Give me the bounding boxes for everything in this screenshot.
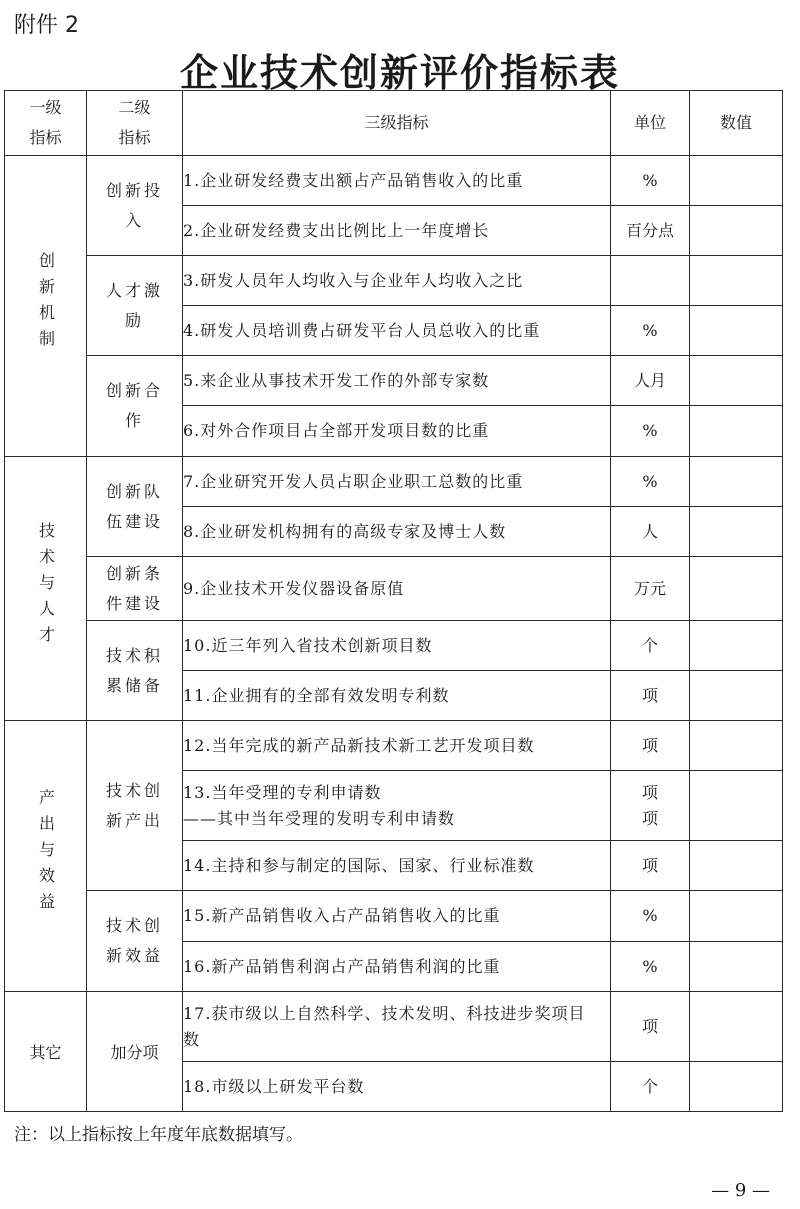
indicator-unit: % xyxy=(611,406,690,457)
indicator-subunit: 项 xyxy=(641,808,658,828)
table-row xyxy=(5,621,783,671)
subgroup-cell: 人才激励 xyxy=(87,256,183,356)
subgroup-cell: 技术创新产出 xyxy=(87,721,183,891)
indicator-unit: 个 xyxy=(611,1062,690,1112)
table-row xyxy=(5,156,783,206)
value-cell[interactable] xyxy=(690,771,783,841)
indicator-unit: 人月 xyxy=(611,356,690,406)
indicator-text: 8.企业研发机构拥有的高级专家及博士人数 xyxy=(183,507,611,557)
indicator-text: 1.企业研发经费支出额占产品销售收入的比重 xyxy=(183,156,611,206)
indicator-text: 12.当年完成的新产品新技术新工艺开发项目数 xyxy=(183,721,611,771)
indicator-subtext: ——其中当年受理的发明专利申请数 xyxy=(183,808,456,828)
value-cell[interactable] xyxy=(690,992,783,1062)
indicator-unit: % xyxy=(611,306,690,356)
value-cell[interactable] xyxy=(690,557,783,621)
group-cell: 其它 xyxy=(5,992,87,1112)
indicator-unit: 项 xyxy=(611,841,690,891)
value-cell[interactable] xyxy=(690,356,783,406)
indicator-table xyxy=(4,90,783,1112)
subgroup-cell: 创新合作 xyxy=(87,356,183,457)
value-cell[interactable] xyxy=(690,891,783,942)
footnote: 注：以上指标按上年度年底数据填写。 xyxy=(14,1125,303,1145)
value-cell[interactable] xyxy=(690,507,783,557)
header-level2: 二级 指标 xyxy=(87,91,183,156)
indicator-unit: 百分点 xyxy=(611,206,690,256)
header-unit: 单位 xyxy=(611,91,690,156)
indicator-unit: % xyxy=(611,942,690,992)
indicator-unit: 项 xyxy=(611,721,690,771)
value-cell[interactable] xyxy=(690,156,783,206)
page-number: — 9 — xyxy=(711,1180,770,1201)
group-cell: 产出与效益 xyxy=(5,721,87,992)
indicator-text: 14.主持和参与制定的国际、国家、行业标准数 xyxy=(183,841,611,891)
value-cell[interactable] xyxy=(690,721,783,771)
value-cell[interactable] xyxy=(690,306,783,356)
indicator-text: 3.研发人员年人均收入与企业年人均收入之比 xyxy=(183,256,611,306)
indicator-text: 7.企业研究开发人员占职企业职工总数的比重 xyxy=(183,457,611,507)
indicator-main-unit: 项 xyxy=(641,782,658,802)
header-value: 数值 xyxy=(690,91,783,156)
indicator-text: 15.新产品销售收入占产品销售收入的比重 xyxy=(183,891,611,942)
indicator-text: 18.市级以上研发平台数 xyxy=(183,1062,611,1112)
indicator-main-text: 13.当年受理的专利申请数 xyxy=(183,782,382,802)
subgroup-cell: 创新投入 xyxy=(87,156,183,256)
page-title: 企业技术创新评价指标表 xyxy=(179,51,620,95)
indicator-text: 2.企业研发经费支出比例比上一年度增长 xyxy=(183,206,611,256)
indicator-unit: 项 xyxy=(611,671,690,721)
indicator-text: 6.对外合作项目占全部开发项目数的比重 xyxy=(183,406,611,457)
table-row xyxy=(5,457,783,507)
indicator-unit: % xyxy=(611,156,690,206)
header-level1: 一级 指标 xyxy=(5,91,87,156)
group-cell: 技术与人才 xyxy=(5,457,87,721)
subgroup-cell: 创新条件建设 xyxy=(87,557,183,621)
value-cell[interactable] xyxy=(690,406,783,457)
indicator-unit: 人 xyxy=(611,507,690,557)
value-cell[interactable] xyxy=(690,942,783,992)
indicator-unit: % xyxy=(611,891,690,942)
group-cell: 创新机制 xyxy=(5,156,87,457)
indicator-unit: % xyxy=(611,457,690,507)
indicator-text: 4.研发人员培训费占研发平台人员总收入的比重 xyxy=(183,306,611,356)
value-cell[interactable] xyxy=(690,671,783,721)
value-cell[interactable] xyxy=(690,621,783,671)
indicator-unit: 万元 xyxy=(611,557,690,621)
subgroup-cell: 创新队伍建设 xyxy=(87,457,183,557)
indicator-text: 10.近三年列入省技术创新项目数 xyxy=(183,621,611,671)
table-row xyxy=(5,891,783,942)
value-cell[interactable] xyxy=(690,457,783,507)
subgroup-cell: 技术积累储备 xyxy=(87,621,183,721)
table-row xyxy=(5,992,783,1062)
attachment-label: 附件 2 xyxy=(14,13,79,38)
table-row xyxy=(5,721,783,771)
value-cell[interactable] xyxy=(690,206,783,256)
subgroup-cell: 技术创新效益 xyxy=(87,891,183,992)
value-cell[interactable] xyxy=(690,841,783,891)
subgroup-cell: 加分项 xyxy=(87,992,183,1112)
table-row xyxy=(5,356,783,406)
indicator-text: 17.获市级以上自然科学、技术发明、科技进步奖项目数 xyxy=(183,992,611,1062)
indicator-text: 16.新产品销售利润占产品销售利润的比重 xyxy=(183,942,611,992)
indicator-text: 9.企业技术开发仪器设备原值 xyxy=(183,557,611,621)
table-header-row xyxy=(5,91,783,156)
table-row xyxy=(5,557,783,621)
indicator-unit: 项 xyxy=(611,992,690,1062)
indicator-unit xyxy=(611,256,690,306)
value-cell[interactable] xyxy=(690,256,783,306)
table-row xyxy=(5,256,783,306)
indicator-text: 11.企业拥有的全部有效发明专利数 xyxy=(183,671,611,721)
header-level3: 三级指标 xyxy=(183,91,611,156)
indicator-unit: 个 xyxy=(611,621,690,671)
indicator-text: 5.来企业从事技术开发工作的外部专家数 xyxy=(183,356,611,406)
value-cell[interactable] xyxy=(690,1062,783,1112)
indicator-unit xyxy=(611,771,690,841)
indicator-text xyxy=(183,771,611,841)
